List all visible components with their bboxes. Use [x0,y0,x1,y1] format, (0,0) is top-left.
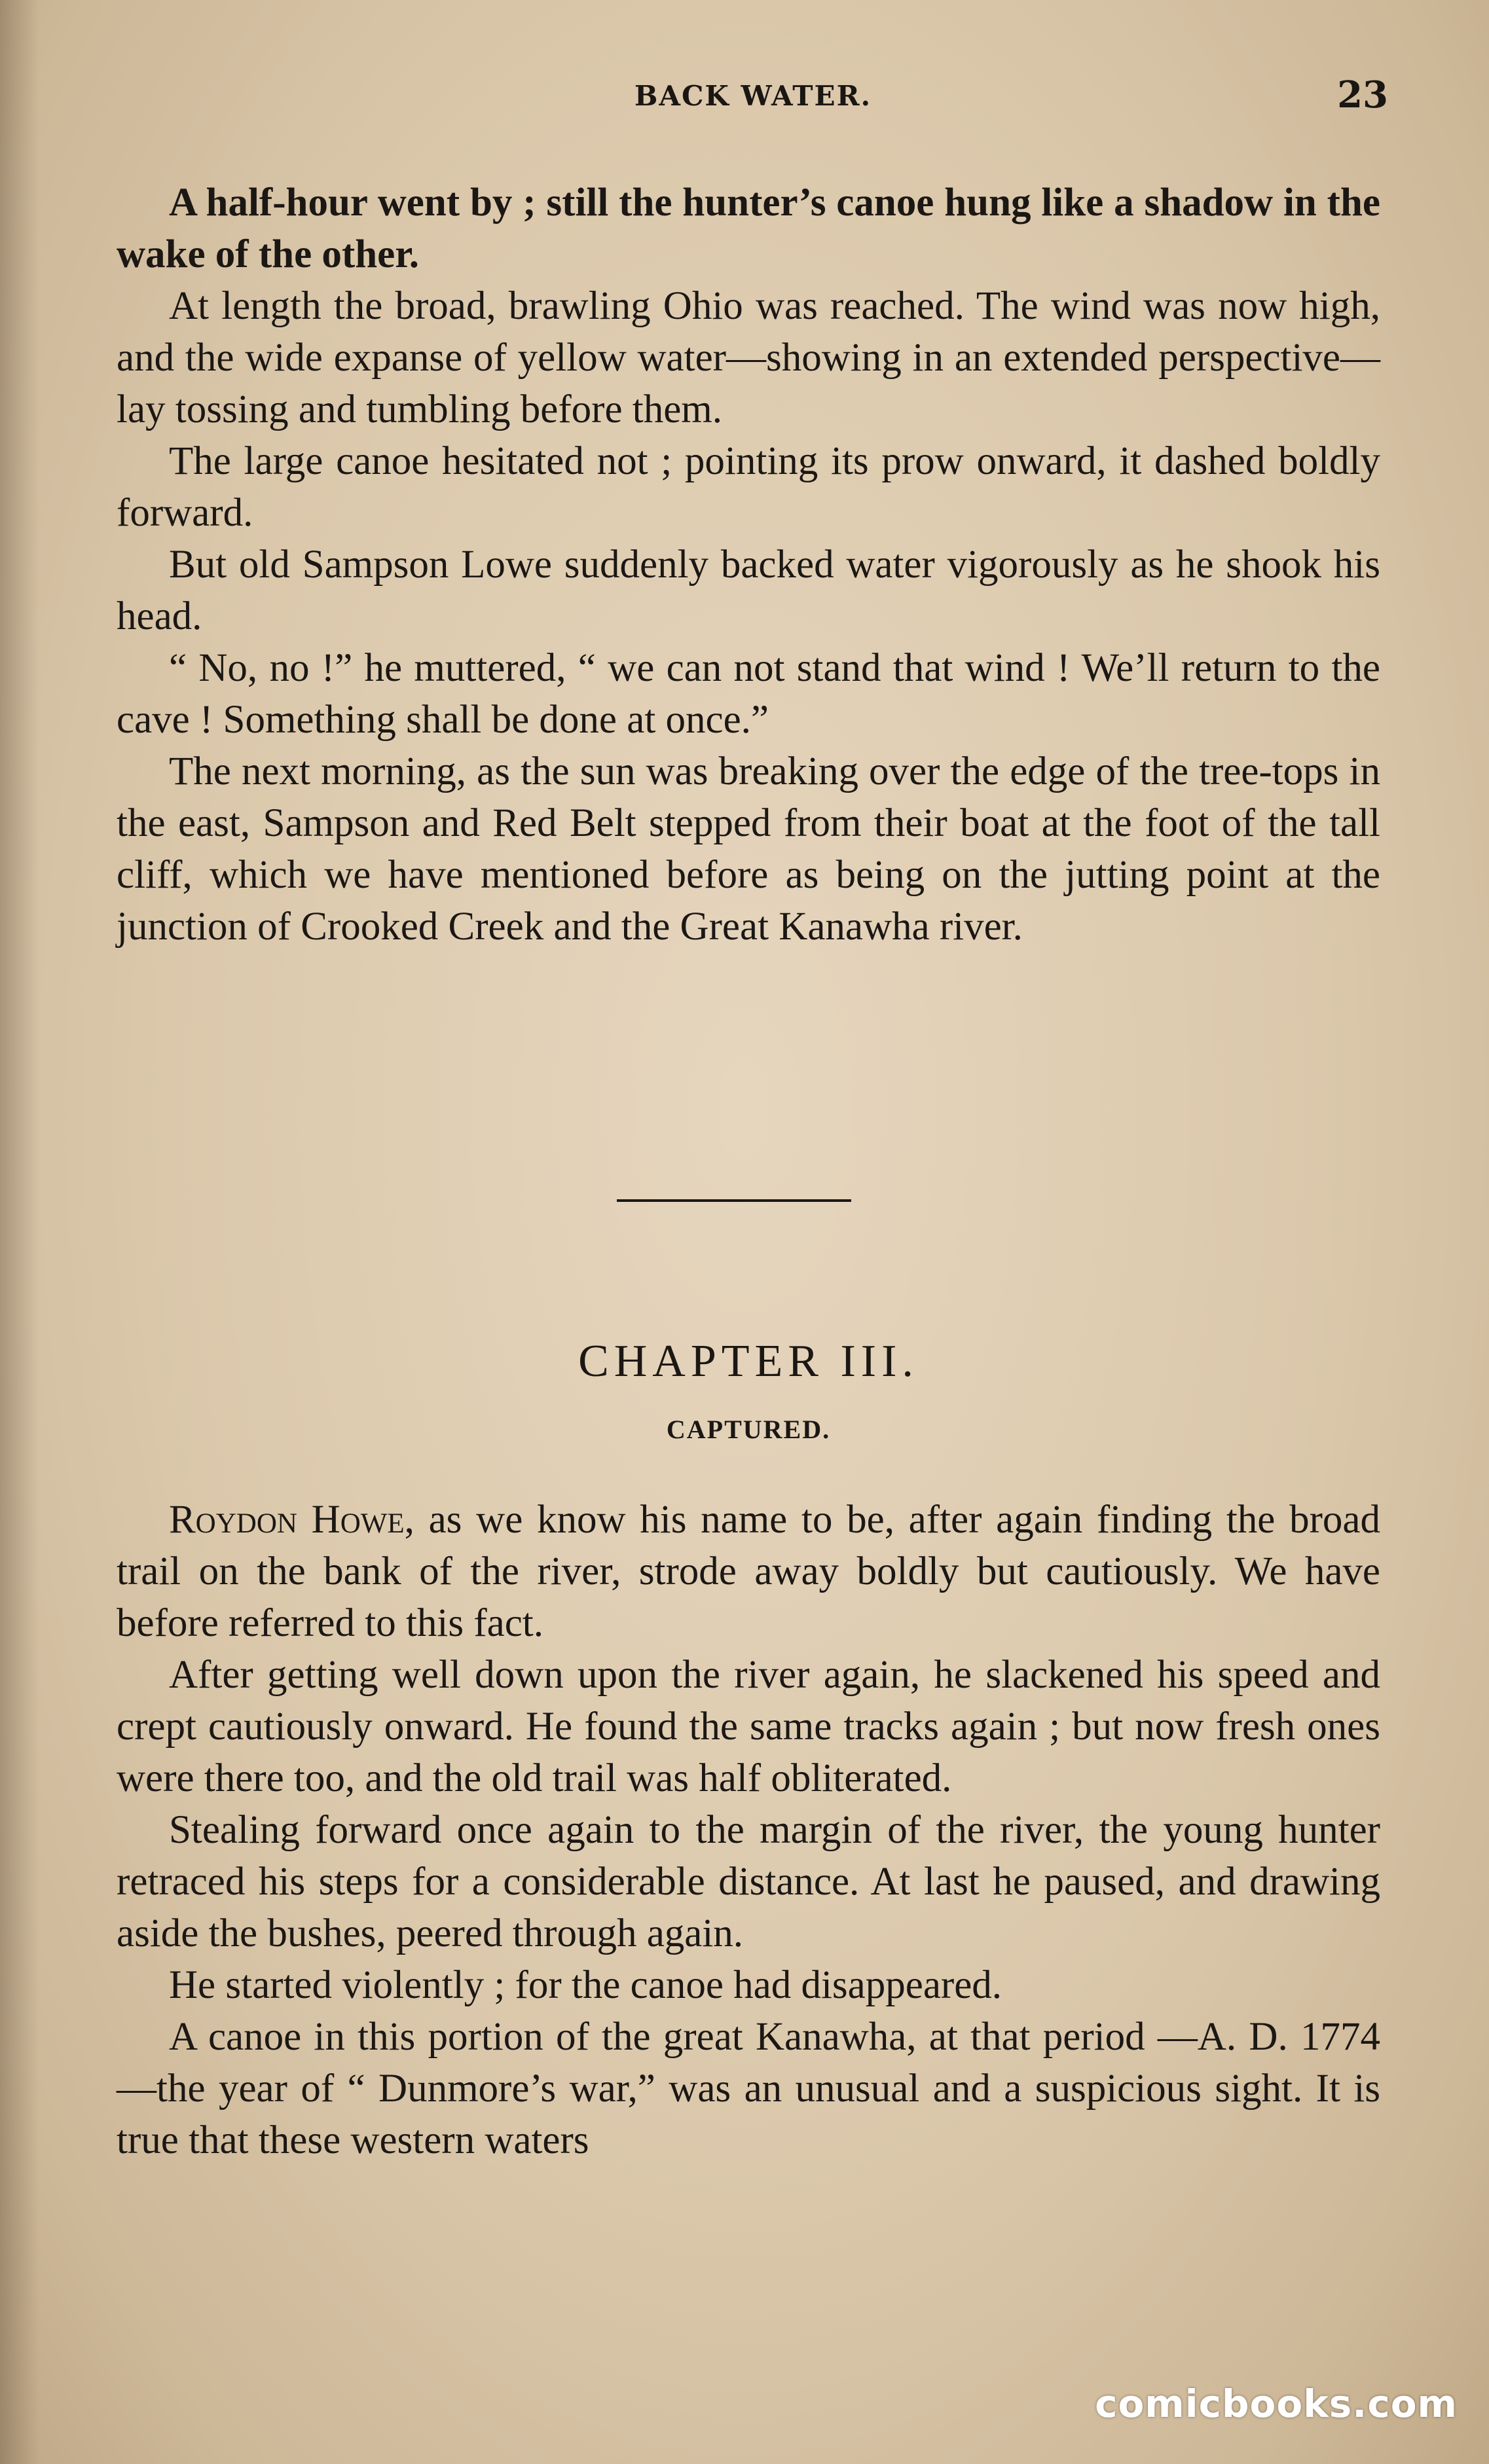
paragraph: A canoe in this portion of the great Kanawha, at that period —A. D. 1774—the year of “ Dunmore’s war,” was an unusual and a suspicious sight. It is true that these western waters [117,2015,1380,2162]
watermark: comicbooks.com [1095,2382,1458,2426]
paragraph: The large canoe hesitated not ; pointing its prow onward, it dashed boldly forward. [117,439,1380,535]
paragraph: Stealing forward once again to the margin of the river, the young hunter retraced his steps for a considerable distance. At last he paused, and drawing aside the bushes, peered through again. [117,1808,1380,1955]
paragraph: At length the broad, brawling Ohio was reached. The wind was now high, and the wide expanse of yellow water—showing in an extended perspective—lay tossing and tumbling before them. [117,284,1380,431]
spine-shadow [0,0,39,2464]
chapter-subtitle: CAPTURED. [666,1415,831,1444]
section-one-text [117,177,1380,952]
paragraph-rest: , as we know his name to be, after again finding the broad trail on the bank of the river, strode away boldly but cautiously. We have before referred to this fact. [117,1498,1380,1645]
section-two-text [117,1494,1380,2166]
character-name: Roydon Howe [169,1498,405,1542]
paragraph: “ No, no !” he muttered, “ we can not stand that wind ! We’ll return to the cave ! Something shall be done at once.” [117,646,1380,742]
paragraph: He started violently ; for the canoe had disappeared. [169,1963,1002,2007]
paragraph: A half-hour went by ; still the hunter’s canoe hung like a shadow in the wake of the other. [117,181,1380,276]
paragraph: The next morning, as the sun was breaking over the edge of the tree-tops in the east, Sampson and Red Belt stepped from their boat at the foot of the tall cliff, which we have mentioned before as being on the jutting point at the junction of Crooked Creek and the Great Kanawha river. [117,750,1380,949]
page-header [118,73,1388,126]
paragraph [117,1494,1380,1649]
paragraph: After getting well down upon the river again, he slackened his speed and crept cautiously onward. He found the same tracks again ; but now fresh ones were there too, and the old trail was half obliterated. [117,1653,1380,1800]
section-divider [617,1199,851,1202]
chapter-heading: CHAPTER III. [578,1336,919,1386]
running-title: BACK WATER. [634,80,872,112]
page-number: 23 [1337,73,1388,117]
paragraph: But old Sampson Lowe suddenly backed water vigorously as he shook his head. [117,543,1380,638]
